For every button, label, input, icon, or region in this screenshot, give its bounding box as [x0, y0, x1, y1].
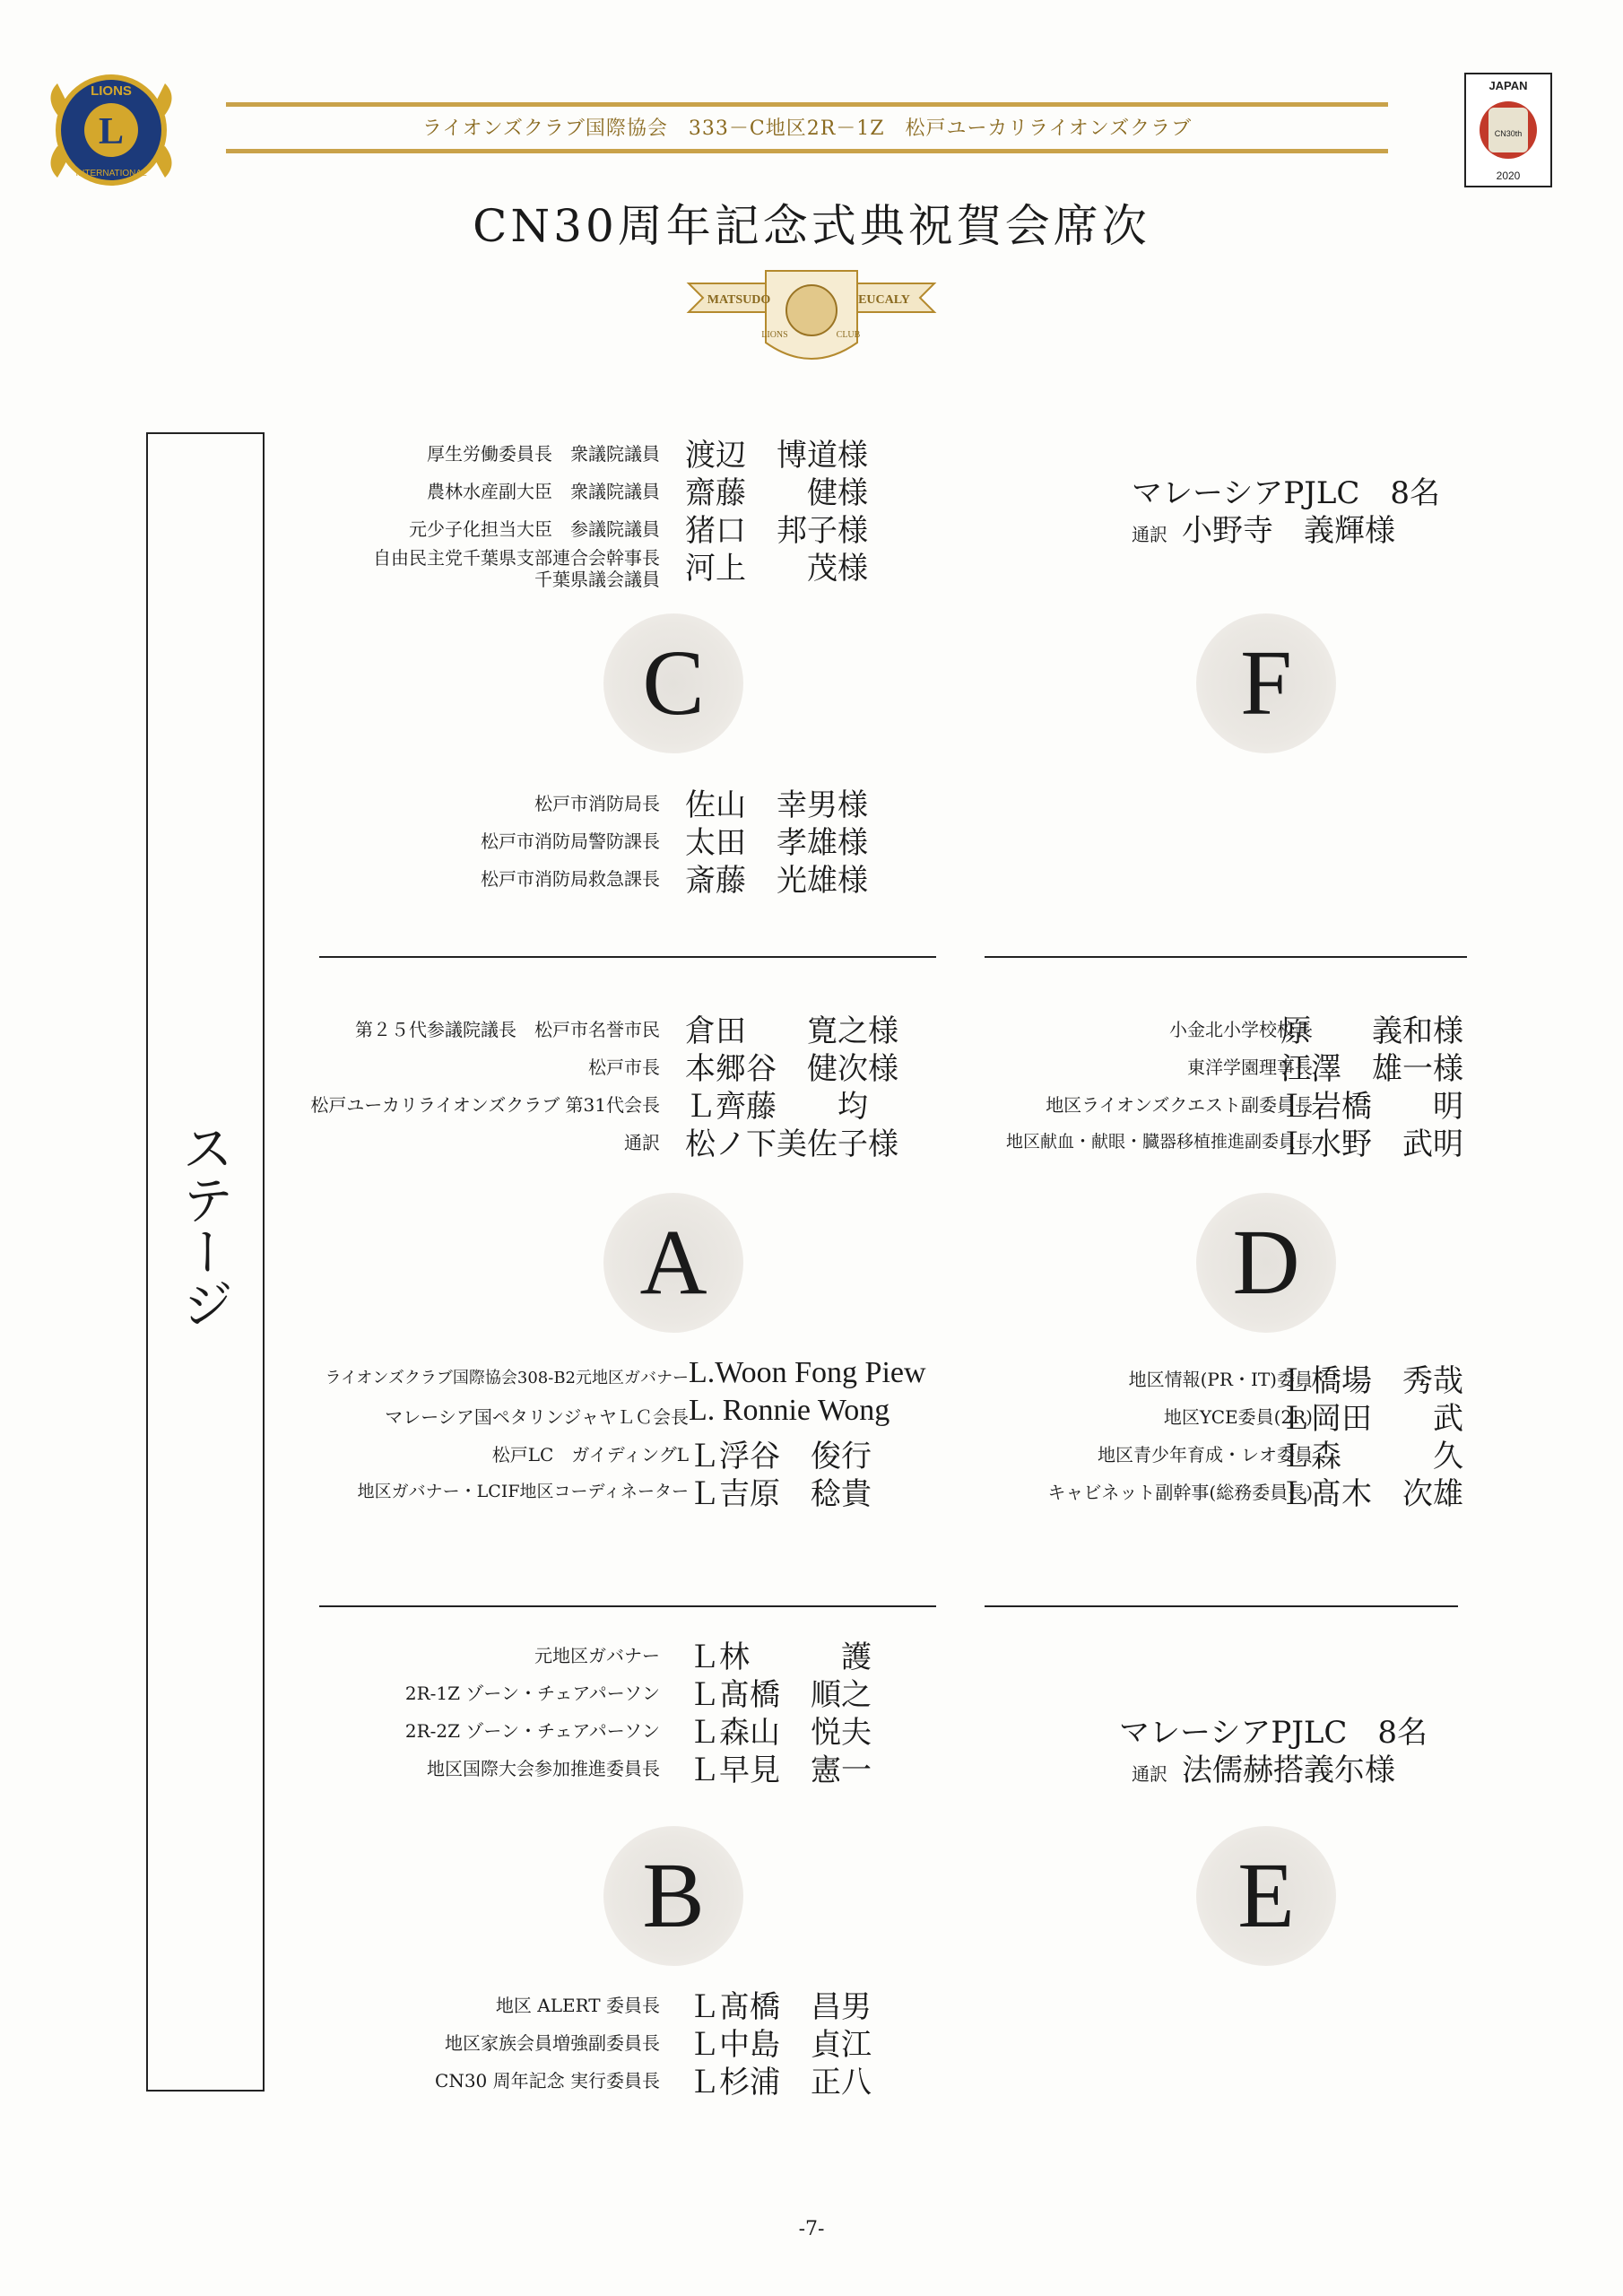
table-a-guest [269, 1431, 933, 1474]
table-d-guest [950, 1394, 1471, 1437]
table-d-guest [950, 1469, 1471, 1512]
guest-title: 地区ライオンズクエスト副委員長 [1046, 1094, 1313, 1116]
table-c-guest [269, 544, 897, 594]
guest-title: 2R-2Z ゾーン・チェアパーソン [404, 1720, 660, 1742]
guest-name: 松ノ下美佐子様 [685, 1126, 898, 1162]
table-d-marker: D [1196, 1193, 1336, 1333]
guest-title: 地区ガバナー・LCIF地区コーディネーター [357, 1482, 689, 1501]
guest-title: 2R-1Z ゾーン・チェアパーソン [404, 1683, 660, 1704]
guest-name: 斎藤 光雄様 [685, 863, 868, 899]
section-divider [319, 956, 936, 958]
guest-title: 地区YCE委員(2R) [1163, 1406, 1313, 1428]
guest-title: 松戸市消防局長 [534, 793, 660, 814]
table-c-guest [269, 430, 897, 474]
guest-name: Ｌ髙橋 順之 [689, 1677, 872, 1713]
section-divider [985, 1605, 1458, 1607]
guest-name: Ｌ髙橋 昌男 [689, 1989, 872, 2025]
table-b-guest [269, 2020, 915, 2063]
svg-text:JAPAN: JAPAN [1488, 79, 1528, 92]
table-a-guest [269, 1044, 915, 1087]
guest-name: 猪口 邦子様 [685, 513, 868, 549]
interpreter-label: 通訳 [1132, 523, 1167, 545]
guest-name: Ｌ森山 悦夫 [689, 1715, 872, 1751]
header-bottom-rule [226, 149, 1388, 153]
guest-name: Ｌ早見 憲一 [689, 1752, 872, 1788]
club-emblem [685, 267, 938, 386]
table-c-marker: C [603, 613, 743, 753]
guest-name: Ｌ杉浦 正八 [689, 2065, 872, 2100]
interpreter-label: 通訳 [1132, 1762, 1167, 1785]
svg-text:LIONS: LIONS [91, 83, 132, 99]
table-f-interpreter [1132, 506, 1395, 550]
guest-name: Ｌ齊藤 均 [685, 1089, 868, 1125]
guest-title: 第２５代参議院議長 松戸市名誉市民 [355, 1019, 660, 1040]
guest-name: 渡辺 博道様 [685, 438, 868, 474]
guest-name: Ｌ水野 武明 [1280, 1126, 1463, 1162]
guest-name: Ｌ橋場 秀哉 [1280, 1363, 1463, 1399]
svg-text:2020: 2020 [1496, 170, 1521, 182]
guest-title: 松戸市消防局救急課長 [481, 868, 660, 890]
guest-title: 元少子化担当大臣 参議院議員 [409, 518, 660, 540]
table-b-guest [269, 1708, 915, 1751]
table-a-guest [269, 1469, 933, 1512]
guest-name: Ｌ森 久 [1280, 1439, 1463, 1474]
table-a-guest [269, 1082, 915, 1125]
guest-name: 倉田 寛之様 [685, 1013, 898, 1049]
table-b-guest [269, 1745, 915, 1788]
svg-text:MATSUDO: MATSUDO [707, 293, 771, 307]
guest-title: 地区青少年育成・レオ委員 [1098, 1444, 1313, 1465]
interpreter-name: 小野寺 義輝様 [1182, 513, 1395, 549]
table-d-guest [950, 1082, 1471, 1125]
table-c-guest [269, 818, 897, 861]
guest-title: 地区献血・献眼・臓器移植推進副委員長 [1005, 1132, 1313, 1152]
guest-title: 松戸市長 [588, 1057, 660, 1078]
guest-title: ライオンズクラブ国際協会308-B2元地区ガバナー [325, 1369, 689, 1387]
guest-name: Ｌ髙木 次雄 [1280, 1476, 1463, 1512]
svg-text:EUCALY: EUCALY [858, 293, 910, 307]
table-a-guest [269, 1356, 933, 1394]
guest-name: 齋藤 健様 [685, 475, 868, 511]
table-f-marker: F [1196, 613, 1336, 753]
guest-title: 厚生労働委員長 衆議院議員 [427, 443, 660, 465]
guest-title: 地区情報(PR・IT)委員 [1128, 1369, 1313, 1390]
table-f-pjlc: マレーシアPJLC 8名 [1132, 475, 1441, 511]
table-d-guest [950, 1356, 1471, 1399]
table-b-marker: B [603, 1826, 743, 1966]
table-c-guest [269, 780, 897, 823]
table-b-guest [269, 1632, 915, 1675]
guest-name: 佐山 幸男様 [685, 787, 868, 823]
stage-label: ステージ [173, 1121, 234, 1329]
svg-text:CLUB: CLUB [836, 330, 861, 340]
table-e-marker: E [1196, 1826, 1336, 1966]
section-divider [319, 1605, 936, 1607]
table-c-guest [269, 468, 897, 511]
table-c-guest [269, 506, 897, 549]
guest-name: 原 義和様 [1280, 1013, 1463, 1049]
guest-title: 地区国際大会参加推進委員長 [427, 1758, 660, 1779]
page-title: CN30周年記念式典祝賀会席次 [473, 200, 1150, 252]
table-b-guest [269, 1982, 915, 2025]
table-e-interpreter [1132, 1745, 1395, 1789]
guest-title: 通訳 [624, 1132, 660, 1153]
guest-name: Ｌ岩橋 明 [1280, 1089, 1463, 1125]
guest-name: Ｌ吉原 稔貴 [689, 1476, 872, 1512]
table-a-guest [269, 1394, 933, 1431]
table-c-guest [269, 856, 897, 899]
guest-name: 太田 孝雄様 [685, 825, 868, 861]
header-top-rule [226, 102, 1388, 107]
svg-text:LIONS: LIONS [761, 330, 788, 340]
page-number: -7- [798, 2218, 825, 2240]
guest-name: 河上 茂様 [685, 551, 868, 587]
guest-title: 東洋学園理事長 [1187, 1057, 1313, 1078]
guest-title: 松戸市消防局警防課長 [481, 831, 660, 852]
table-d-guest [950, 1119, 1471, 1162]
guest-title: マレーシア国ペタリンジャヤＬＣ会長 [385, 1406, 689, 1428]
section-divider [985, 956, 1467, 958]
guest-name: 江澤 雄一様 [1280, 1051, 1463, 1087]
guest-title: 自由民主党千葉県支部連合会幹事長 [373, 547, 660, 569]
guest-name: L.Woon Fong Piew [689, 1356, 926, 1389]
guest-title: 農林水産副大臣 衆議院議員 [427, 481, 660, 502]
guest-name: L. Ronnie Wong [689, 1394, 890, 1427]
guest-title: CN30 周年記念 実行委員長 [435, 2070, 660, 2092]
table-b-guest [269, 2057, 915, 2100]
guest-name: Ｌ中島 貞江 [689, 2027, 872, 2063]
table-a-guest [269, 1119, 915, 1162]
table-d-guest [950, 1044, 1471, 1087]
guest-title: 元地区ガバナー [534, 1645, 660, 1666]
table-d-guest [950, 1431, 1471, 1474]
table-d-guest [950, 1006, 1471, 1049]
interpreter-name: 法儒赫搭義尓様 [1182, 1752, 1395, 1788]
guest-title-line2: 千葉県議会議員 [534, 569, 660, 590]
lions-logo [39, 61, 183, 196]
table-a-marker: A [603, 1193, 743, 1333]
guest-title: 松戸ユーカリライオンズクラブ 第31代会長 [310, 1094, 660, 1116]
cn30-badge [1463, 72, 1553, 188]
guest-title: 地区 ALERT 委員長 [495, 1995, 660, 2016]
guest-title: 松戸LC ガイディングL [491, 1444, 689, 1465]
guest-title: 小金北小学校校長 [1169, 1019, 1313, 1040]
table-a-guest [269, 1006, 915, 1049]
svg-text:L: L [98, 111, 125, 152]
guest-title: キャビネット副幹事(総務委員長) [1047, 1482, 1313, 1503]
guest-name: Ｌ岡田 武 [1280, 1401, 1463, 1437]
table-b-guest [269, 1670, 915, 1713]
guest-name: 本郷谷 健次様 [685, 1051, 898, 1087]
guest-name: Ｌ浮谷 俊行 [689, 1439, 872, 1474]
guest-name: Ｌ林 護 [689, 1639, 872, 1675]
svg-text:INTERNATIONAL: INTERNATIONAL [75, 169, 147, 178]
header-club-line: ライオンズクラブ国際協会 333－C地区2R－1Z 松戸ユーカリライオンズクラブ [421, 117, 1193, 140]
table-e-pjlc: マレーシアPJLC 8名 [1119, 1715, 1428, 1751]
svg-text:CN30th: CN30th [1494, 129, 1523, 138]
guest-title: 地区家族会員増強副委員長 [445, 2032, 660, 2054]
